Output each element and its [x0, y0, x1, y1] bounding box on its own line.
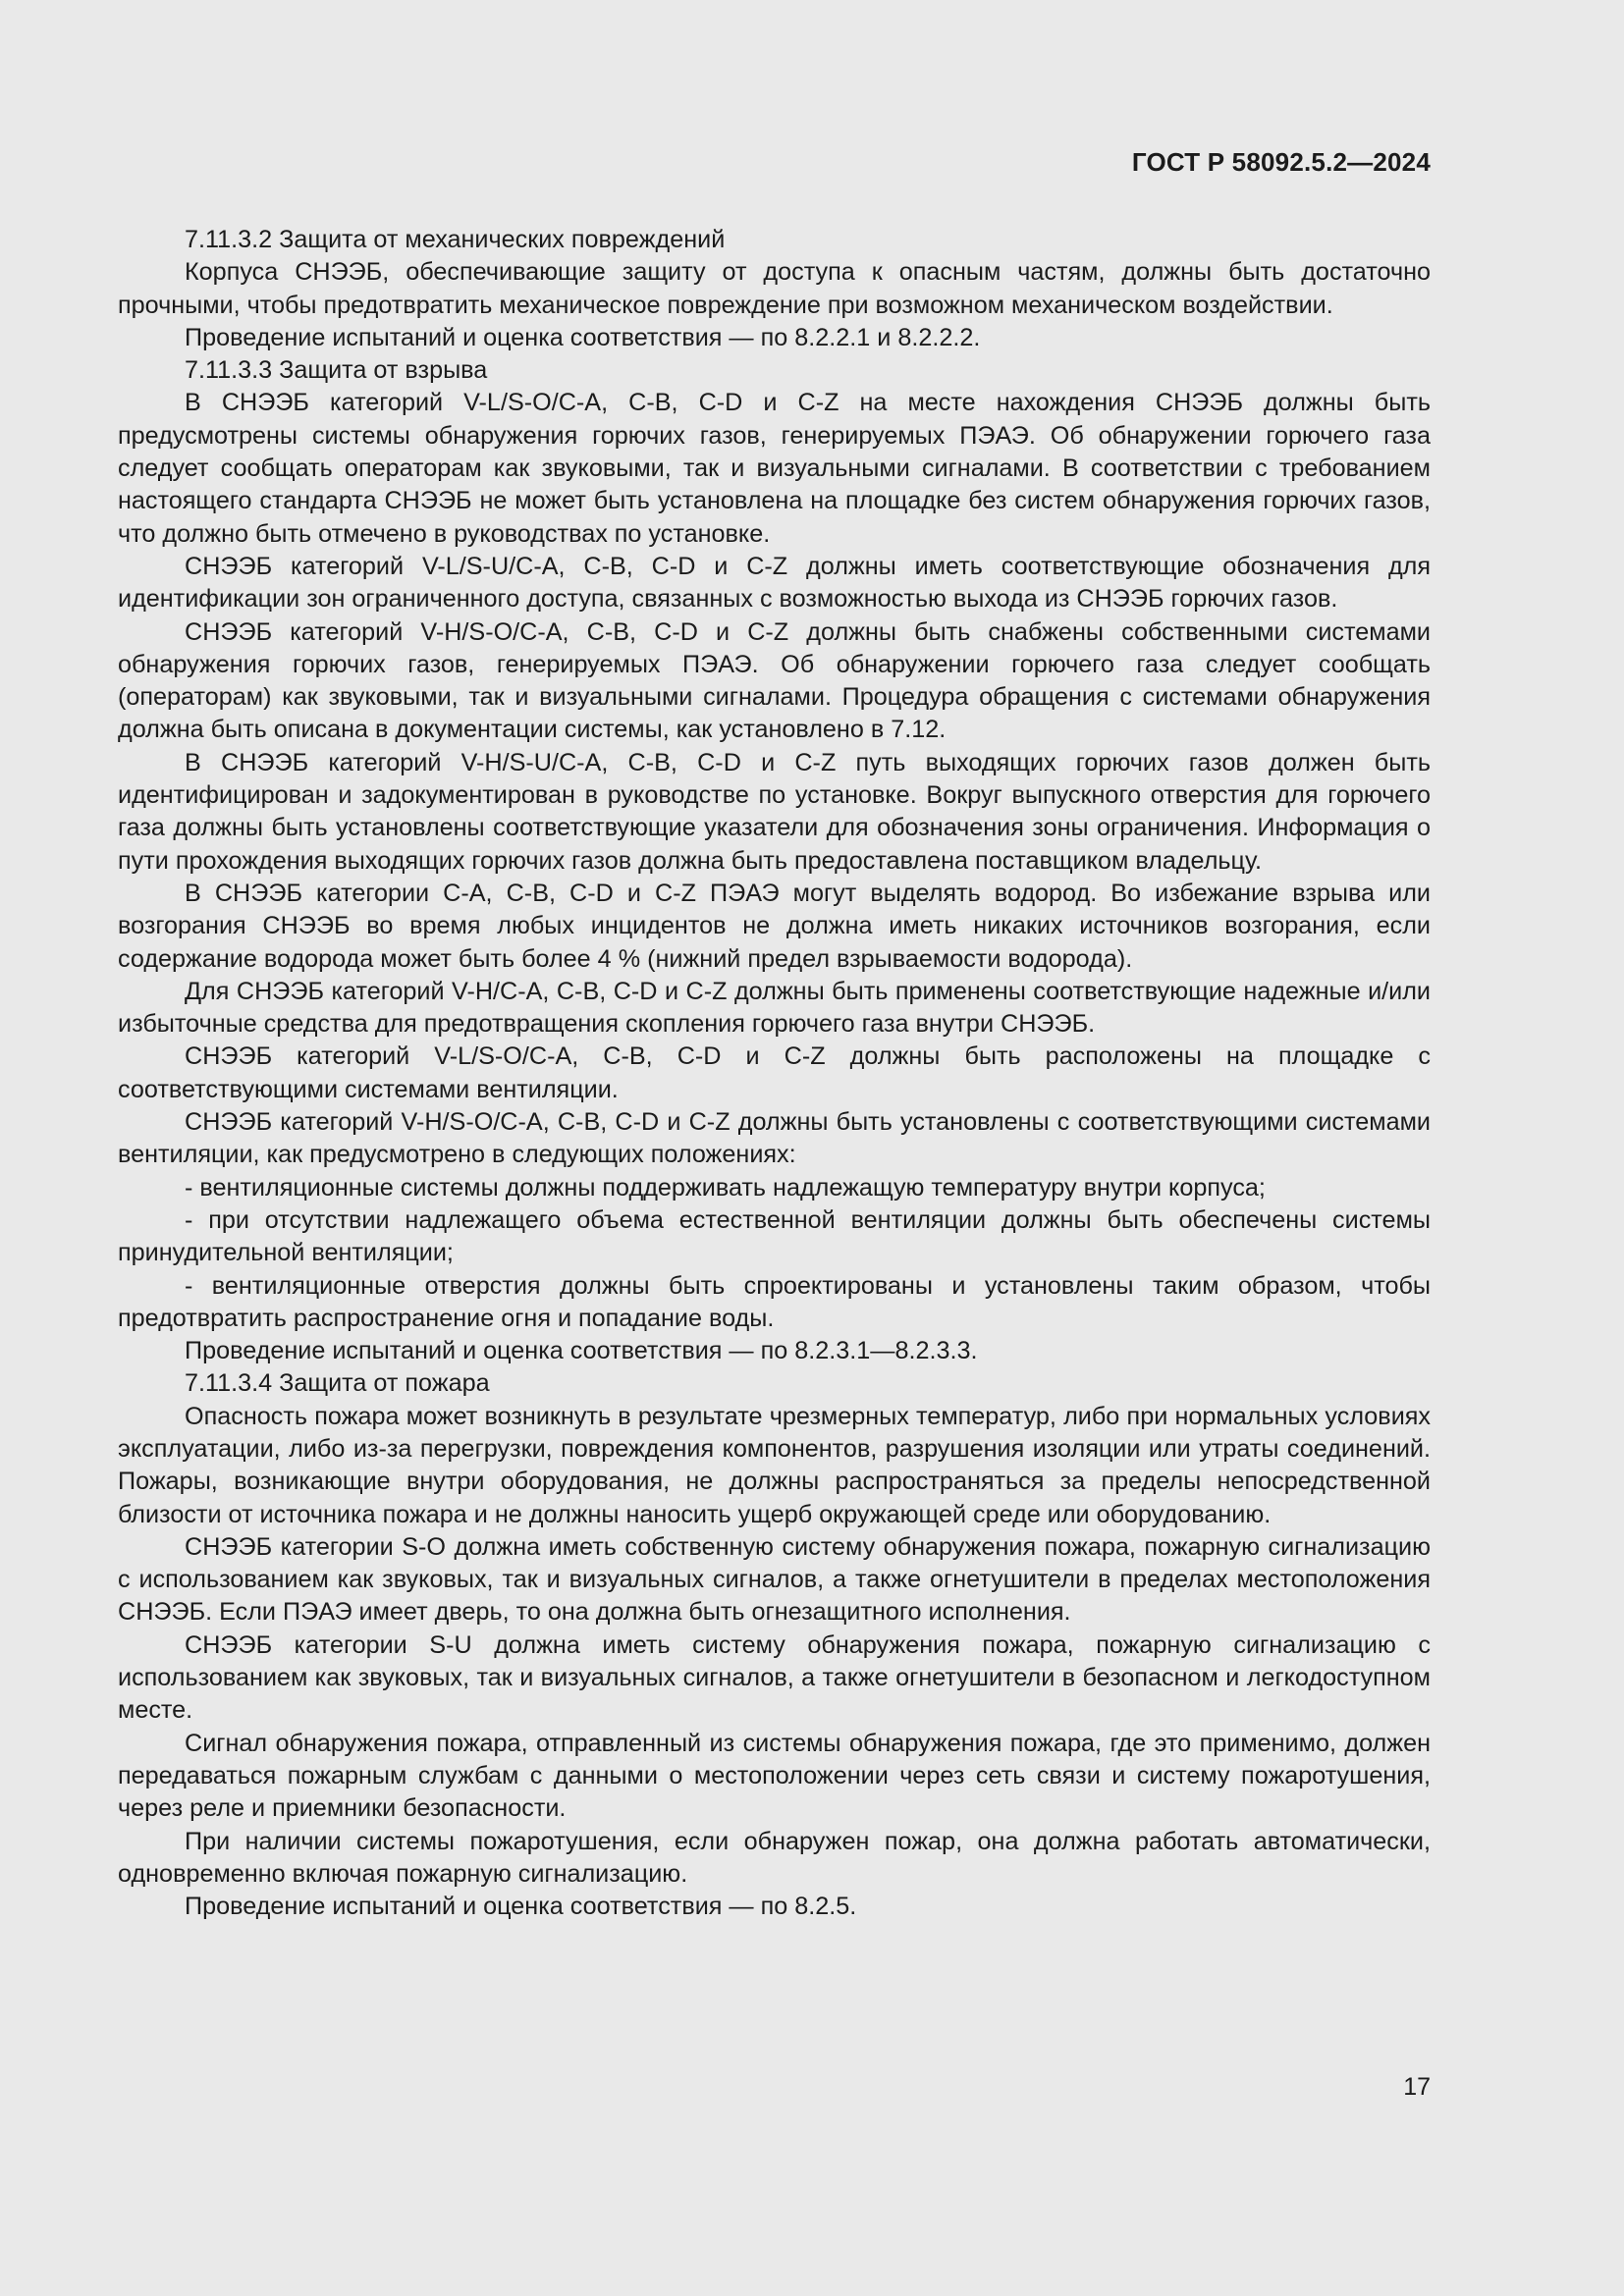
paragraph: В СНЭЭБ категории C-A, C-B, C-D и C-Z ПЭАЭ могут выделять водород. Во избежание взрыва или возгорания СНЭЭБ во время любых инцидентов не должна иметь никаких источников возгорания, если содержание водорода может быть более 4 % (нижний предел взрываемости водорода). — [118, 879, 1431, 973]
paragraph: Для СНЭЭБ категорий V-H/C-A, C-B, C-D и C-Z должны быть применены соответствующие надежные и/или избыточные средства для предотвращения скопления горючего газа внутри СНЭЭБ. — [118, 977, 1431, 1039]
section-heading: 7.11.3.3 Защита от взрыва — [185, 356, 488, 385]
paragraph: Сигнал обнаружения пожара, отправленный из системы обнаружения пожара, где это применимо, должен передаваться пожарным службам с данными о местоположении через сеть связи и систему пожаротушения, через реле и приемники безопасности. — [118, 1729, 1431, 1823]
list-item: - при отсутствии надлежащего объема естественной вентиляции должны быть обеспечены системы принудительной вентиляции; — [118, 1205, 1431, 1267]
paragraph: СНЭЭБ категории S-U должна иметь систему обнаружения пожара, пожарную сигнализацию с использованием как звуковых, так и визуальных сигналов, а также огнетушители в безопасном и легкодоступном месте. — [118, 1630, 1431, 1725]
section-heading: 7.11.3.2 Защита от механических повреждений — [185, 226, 726, 253]
paragraph: СНЭЭБ категорий V-L/S-U/C-A, C-B, C-D и C-Z должны иметь соответствующие обозначения для идентификации зон ограниченного доступа, связанных с возможностью выхода из СНЭЭБ горючих газов. — [118, 552, 1431, 614]
page-number: 17 — [1403, 2073, 1431, 2101]
paragraph: СНЭЭБ категорий V-H/S-O/C-A, C-B, C-D и C-Z должны быть снабжены собственными системами обнаружения горючих газов, генерируемых ПЭАЭ. Об обнаружении горючего газа следует сообщать (операторам) как звуковыми, так и визуальными сигналами. Процедура обращения с системами обнаружения должна быть описана в документации системы, как установлено в 7.12. — [118, 617, 1431, 744]
paragraph: Проведение испытаний и оценка соответствия — по 8.2.2.1 и 8.2.2.2. — [185, 323, 981, 351]
paragraph: СНЭЭБ категорий V-H/S-O/C-A, C-B, C-D и C-Z должны быть установлены с соответствующими системами вентиляции, как предусмотрено в следующих положениях: — [118, 1108, 1431, 1169]
paragraph: При наличии системы пожаротушения, если обнаружен пожар, она должна работать автоматически, одновременно включая пожарную сигнализацию. — [118, 1827, 1431, 1888]
paragraph: СНЭЭБ категорий V-L/S-O/C-A, C-B, C-D и C-Z должны быть расположены на площадке с соответствующими системами вентиляции. — [118, 1042, 1431, 1103]
paragraph: В СНЭЭБ категорий V-L/S-O/C-A, C-B, C-D и C-Z на месте нахождения СНЭЭБ должны быть предусмотрены системы обнаружения горючих газов, генерируемых ПЭАЭ. Об обнаружении горючего газа следует сообщать операторам как звуковыми, так и визуальными сигналами. В соответствии с требованием настоящего стандарта СНЭЭБ не может быть установлена на площадке без систем обнаружения горючих газов, что должно быть отмечено в руководствах по установке. — [118, 389, 1431, 548]
list-item: - вентиляционные отверстия должны быть спроектированы и установлены таким образом, чтобы предотвратить распространение огня и попадание воды. — [118, 1271, 1431, 1332]
list-item: - вентиляционные системы должны поддерживать надлежащую температуру внутри корпуса; — [185, 1173, 1266, 1201]
paragraph: Опасность пожара может возникнуть в результате чрезмерных температур, либо при нормальных условиях эксплуатации, либо из-за перегрузки, повреждения компонентов, разрушения изоляции или утраты соединений. Пожары, возникающие внутри оборудования, не должны распространяться за пределы непосредственной близости от источника пожара и не должны наносить ущерб окружающей среде или оборудованию. — [118, 1402, 1431, 1528]
section-heading: 7.11.3.4 Защита от пожара — [185, 1369, 490, 1398]
paragraph: В СНЭЭБ категорий V-H/S-U/C-A, C-B, C-D и C-Z путь выходящих горючих газов должен быть идентифицирован и задокументирован в руководстве по установке. Вокруг выпускного отверстия для горючего газа должны быть установлены соответствующие указатели для обозначения зоны ограничения. Информация о пути прохождения выходящих горючих газов должна быть предоставлена поставщиком владельцу. — [118, 748, 1431, 875]
paragraph: Проведение испытаний и оценка соответствия — по 8.2.3.1—8.2.3.3. — [185, 1337, 978, 1365]
body-text — [118, 224, 1431, 1923]
paragraph: Корпуса СНЭЭБ, обеспечивающие защиту от доступа к опасным частям, должны быть достаточно прочными, чтобы предотвратить механическое повреждение при возможном механическом воздействии. — [118, 258, 1431, 319]
paragraph: Проведение испытаний и оценка соответствия — по 8.2.5. — [185, 1893, 857, 1921]
paragraph: СНЭЭБ категории S-O должна иметь собственную систему обнаружения пожара, пожарную сигнализацию с использованием как звуковых, так и визуальных сигналов, а также огнетушители в пределах местоположения СНЭЭБ. Если ПЭАЭ имеет дверь, то она должна быть огнезащитного исполнения. — [118, 1532, 1431, 1627]
document-id: ГОСТ Р 58092.5.2—2024 — [1131, 147, 1431, 177]
